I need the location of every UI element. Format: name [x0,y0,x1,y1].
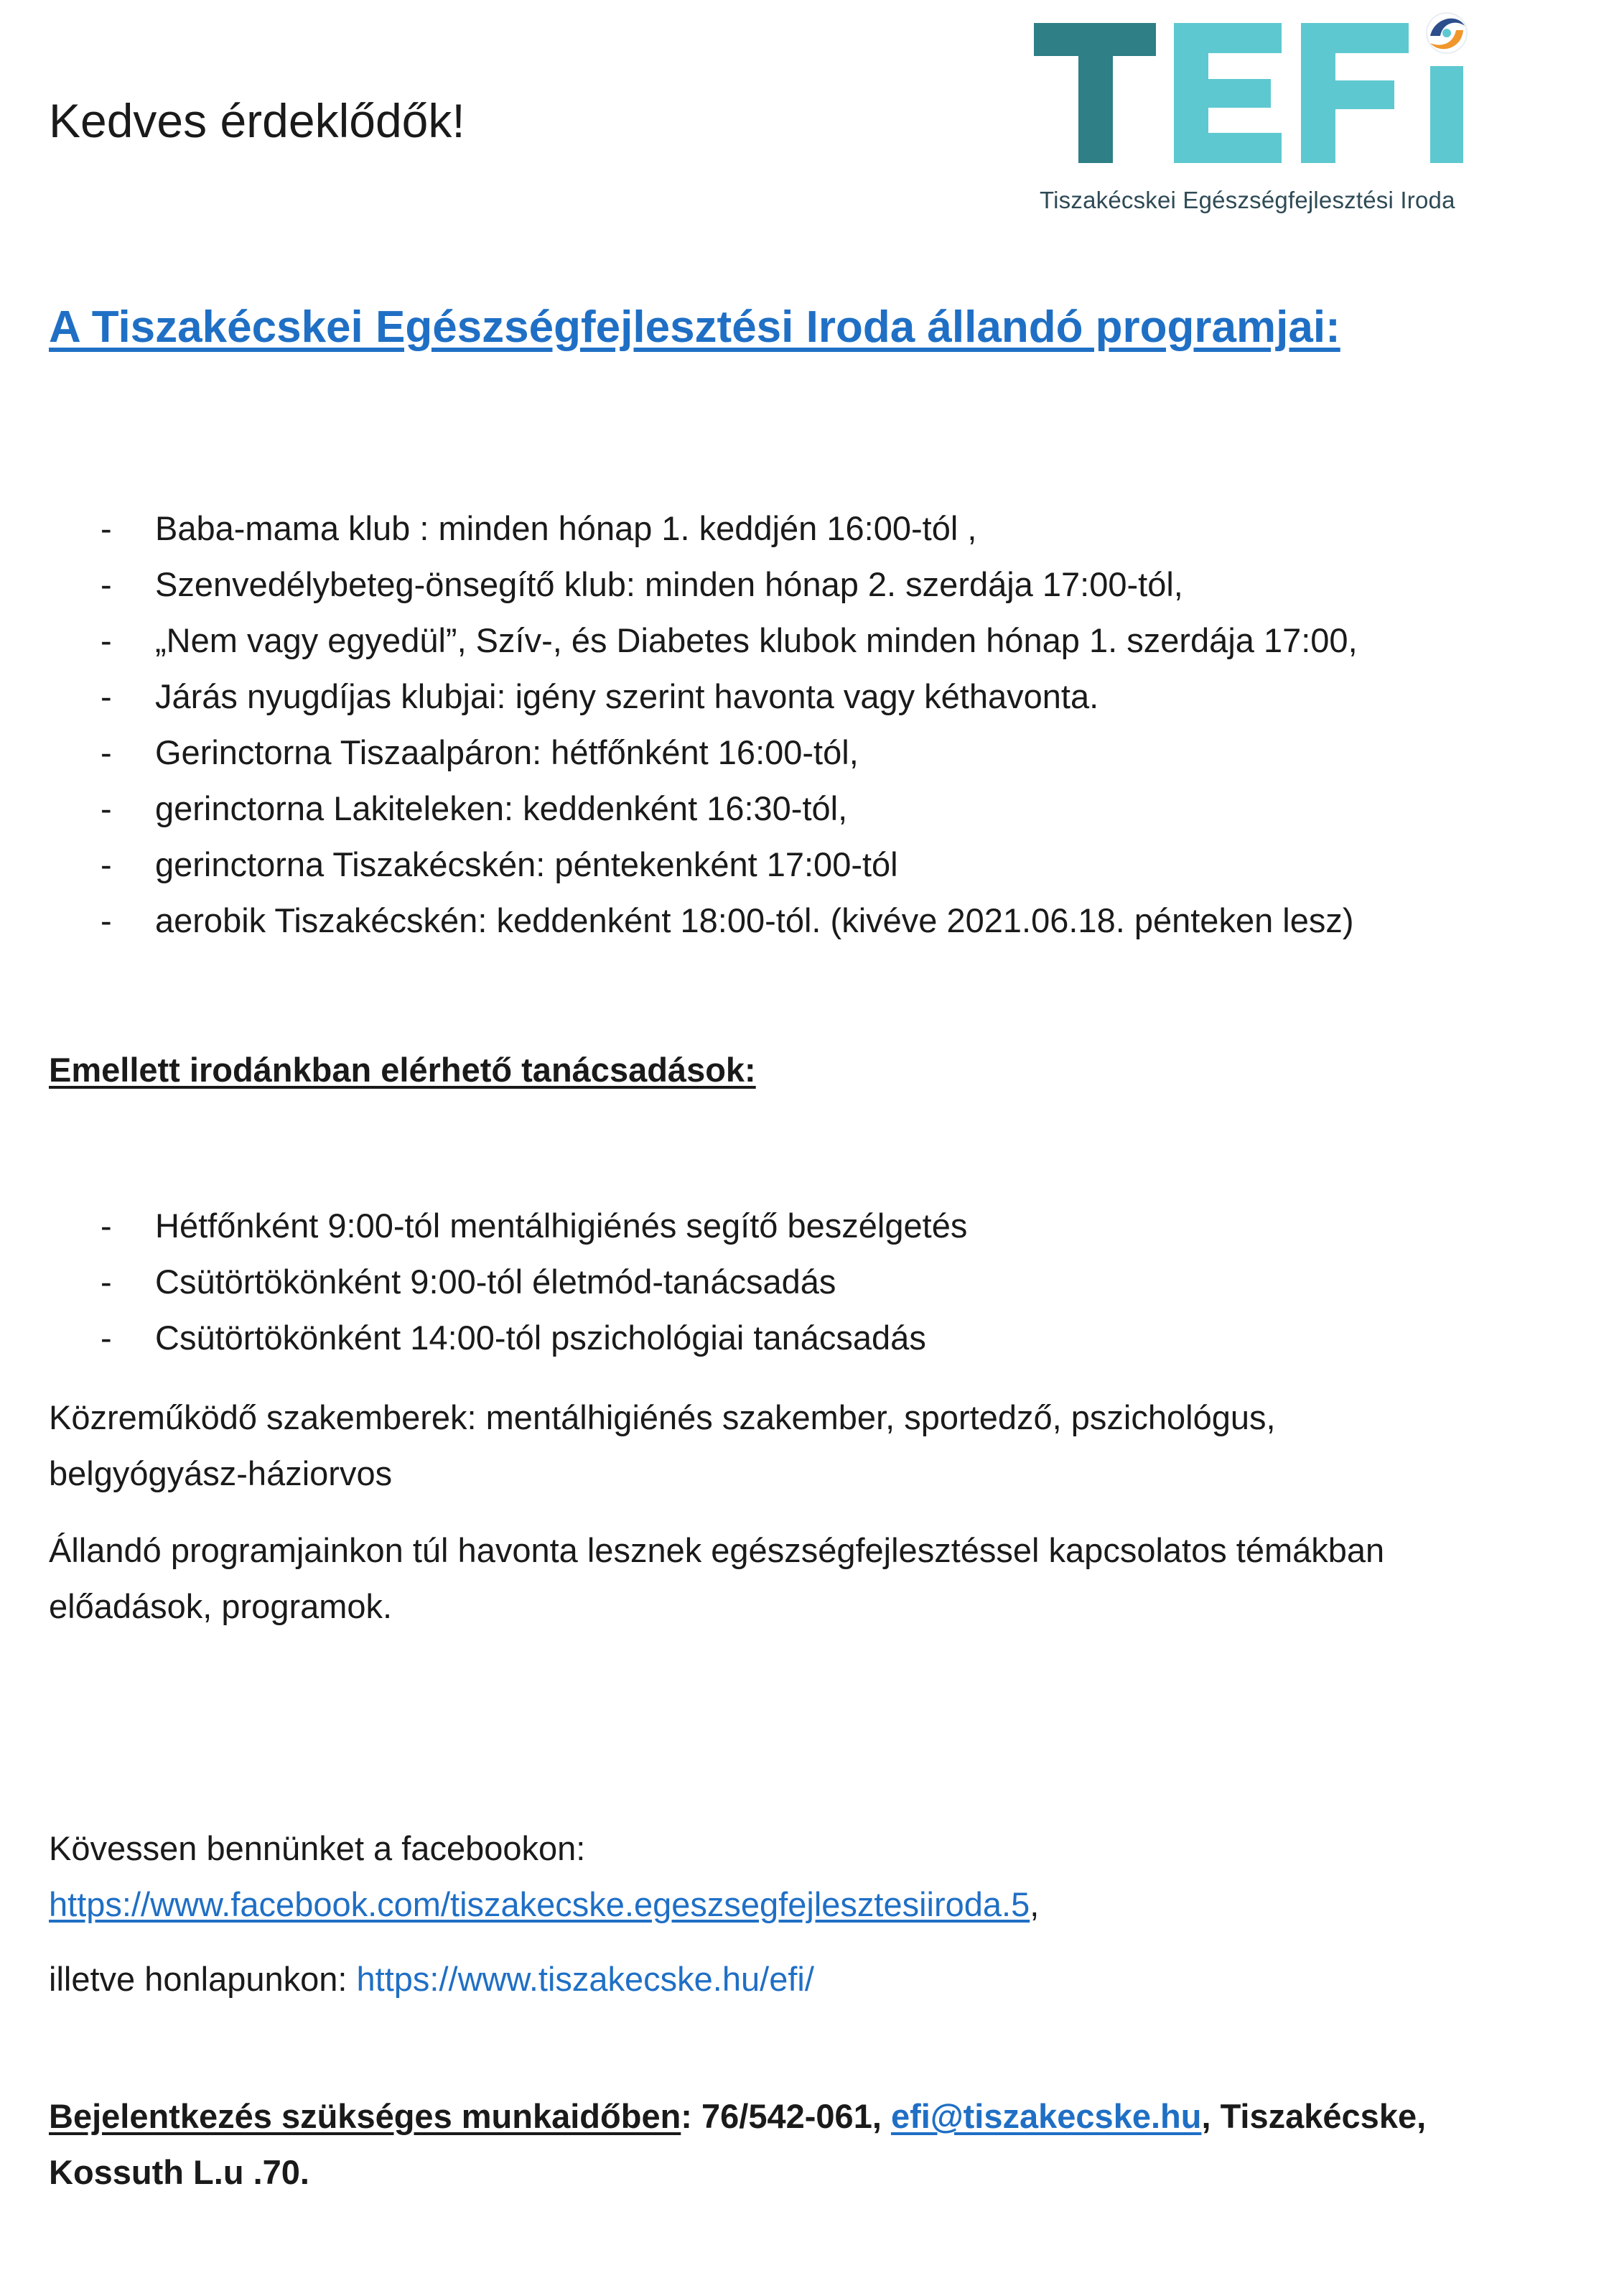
registration-label: Bejelentkezés szükséges munkaidőben [49,2097,681,2135]
program-text: Járás nyugdíjas klubjai: igény szerint havonta vagy kéthavonta. [155,677,1099,715]
experts-paragraph [49,1390,1571,1502]
facebook-link[interactable]: https://www.facebook.com/tiszakecske.egeszsegfejlesztesiiroda.5 [49,1885,1030,1923]
contact-block [49,2088,1571,2200]
bullet-dash: - [101,901,112,939]
contact-address: Kossuth L.u .70. [49,2153,309,2191]
contact-city: , Tiszakécske, [1201,2097,1427,2135]
consultation-text: Csütörtökönként 9:00-tól életmód-tanácsadás [155,1263,836,1301]
bullet-dash: - [101,1263,112,1301]
program-list [49,501,1358,949]
follow-text: Kövessen bennünket a facebookon: [49,1829,586,1867]
phone-number: 76/542-061, [701,2097,891,2135]
experts-line: belgyógyász-háziorvos [49,1454,393,1492]
website-link[interactable]: https://www.tiszakecske.hu/efi/ [356,1960,814,1998]
extra-programs-paragraph [49,1523,1571,1635]
list-item [49,837,1358,893]
program-text: Baba-mama klub : minden hónap 1. keddjén 16:00-tól , [155,509,977,547]
bullet-dash: - [101,677,112,715]
list-item [49,725,1358,781]
tefi-logo [1034,7,1522,223]
consultation-text: Csütörtökönként 14:00-tól pszichológiai tanácsadás [155,1319,926,1357]
bullet-dash: - [101,789,112,827]
facebook-section [49,1821,1039,1933]
bullet-dash: - [101,509,112,547]
bullet-dash: - [101,565,112,603]
consultation-text: Hétfőnként 9:00-tól mentálhigiénés segítő beszélgetés [155,1207,968,1245]
program-text: Szenvedélybeteg-önsegítő klub: minden hónap 2. szerdája 17:00-tól, [155,565,1183,603]
bullet-dash: - [101,621,112,659]
experts-line: Közreműködő szakemberek: mentálhigiénés szakember, sportedző, pszichológus, [49,1398,1276,1436]
list-item [49,669,1358,725]
program-text: Gerinctorna Tiszaalpáron: hétfőnként 16:00-tól, [155,733,859,771]
email-link[interactable]: efi@tiszakecske.hu [890,2097,1202,2135]
contact-colon: : [681,2097,702,2135]
list-item [49,1198,967,1254]
program-text: „Nem vagy egyedül”, Szív-, és Diabetes klubok minden hónap 1. szerdája 17:00, [155,621,1358,659]
extra-line: Állandó programjainkon túl havonta lesznek egészségfejlesztéssel kapcsolatos témákban [49,1531,1385,1569]
list-item [49,557,1358,613]
program-text: aerobik Tiszakécskén: keddenként 18:00-tól. (kivéve 2021.06.18. pénteken lesz) [155,901,1354,939]
program-text: gerinctorna Tiszakécskén: péntekenként 17:00-tól [155,845,898,883]
consultation-list [49,1198,967,1366]
bullet-dash: - [101,1319,112,1357]
extra-line: előadások, programok. [49,1587,393,1625]
facebook-suffix: , [1030,1885,1040,1923]
website-label: illetve honlapunkon: [49,1960,357,1998]
list-item [49,1254,967,1310]
list-item [49,501,1358,557]
greeting: Kedves érdeklődők! [49,94,465,147]
website-line [49,1951,814,2007]
swirl-icon [1427,13,1467,53]
program-text: gerinctorna Lakiteleken: keddenként 16:30-tól, [155,789,848,827]
list-item [49,781,1358,837]
list-item [49,893,1358,949]
bullet-dash: - [101,733,112,771]
logo-caption: Tiszakécskei Egészségfejlesztési Iroda [1040,187,1455,213]
list-item [49,1310,967,1366]
tefi-logo-mark [1034,7,1522,187]
bullet-dash: - [101,1207,112,1245]
bullet-dash: - [101,845,112,883]
consultations-heading: Emellett irodánkban elérhető tanácsadások: [49,1051,756,1089]
page-title: A Tiszakécskei Egészségfejlesztési Iroda állandó programjai: [49,302,1340,352]
list-item [49,613,1358,669]
